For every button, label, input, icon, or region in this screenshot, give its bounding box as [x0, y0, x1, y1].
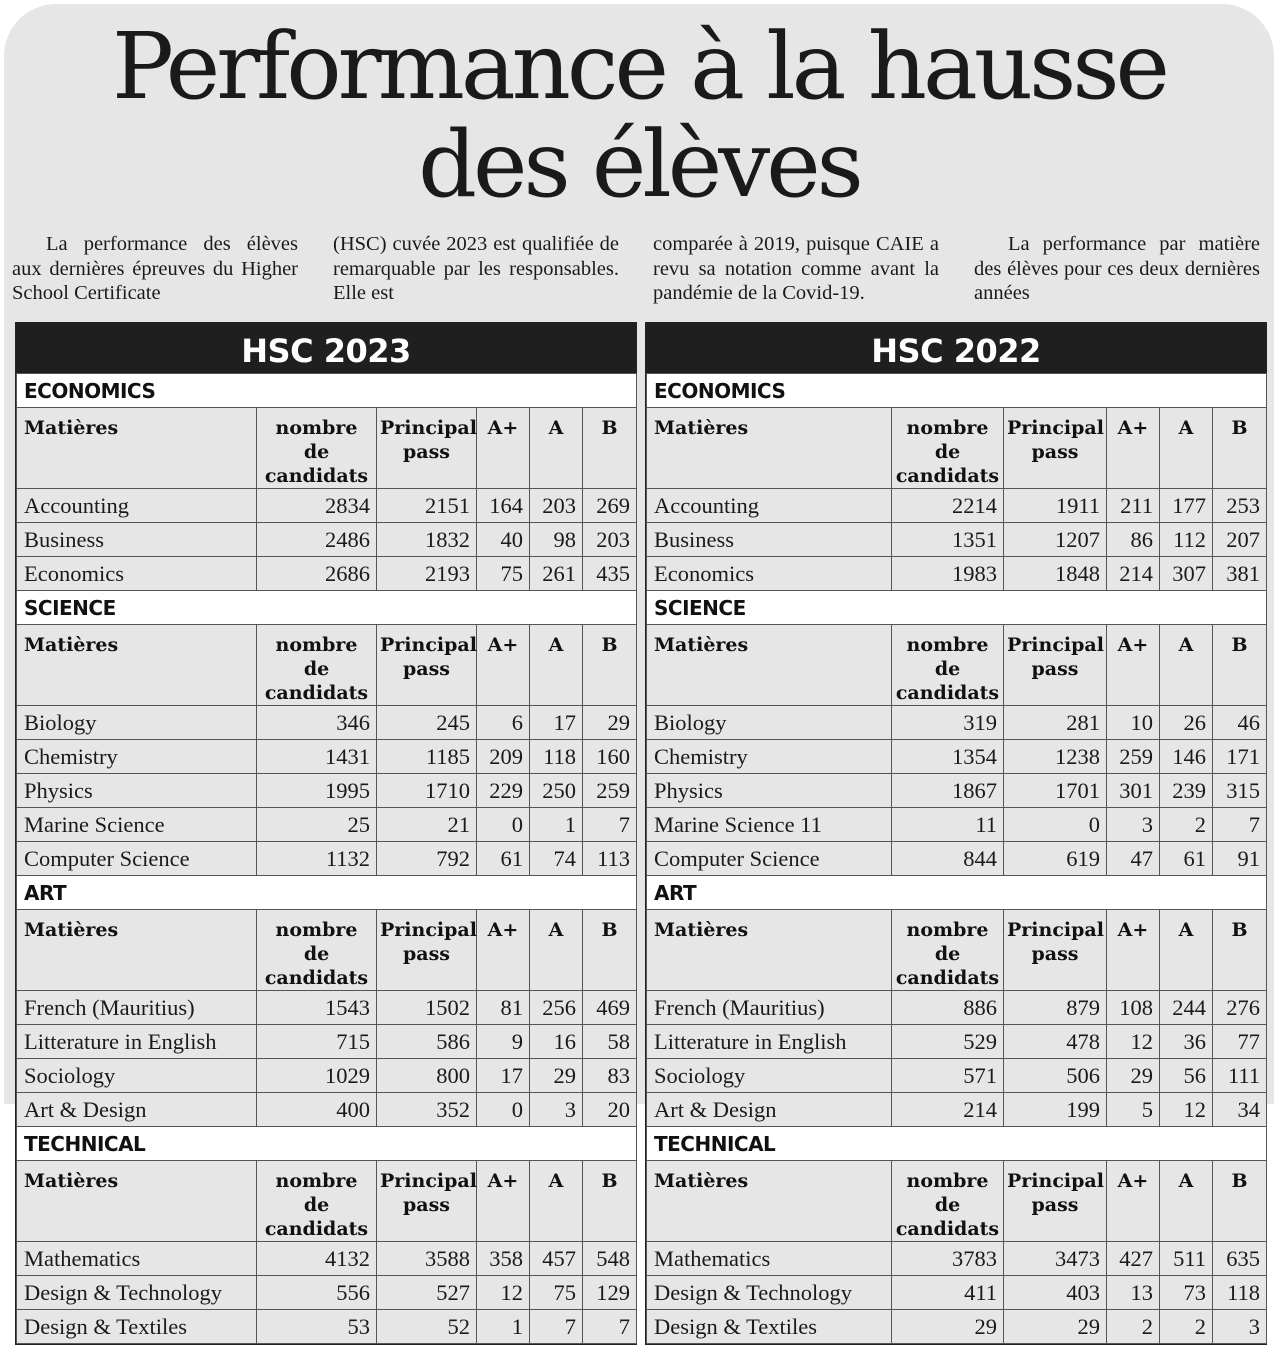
- value-cell-candidates: 53: [257, 1310, 377, 1344]
- value-cell-b: 7: [583, 1310, 637, 1344]
- column-header-row: [17, 408, 637, 489]
- headline: [4, 13, 1274, 218]
- value-cell-a: 239: [1160, 774, 1213, 808]
- column-header-a: A: [530, 625, 583, 706]
- table-row: [647, 1093, 1267, 1127]
- column-header-subject: Matières: [647, 625, 892, 706]
- value-cell-b: 113: [583, 842, 637, 876]
- value-cell-b: 20: [583, 1093, 637, 1127]
- value-cell-a: 244: [1160, 991, 1213, 1025]
- headline-line-1: Performance à la hausse: [111, 13, 1166, 120]
- table-row: [647, 774, 1267, 808]
- value-cell-principal: 1848: [1004, 557, 1107, 591]
- column-header-principal: Principal pass: [377, 625, 477, 706]
- value-cell-aplus: 301: [1107, 774, 1160, 808]
- column-header-subject: Matières: [17, 408, 257, 489]
- value-cell-aplus: 61: [477, 842, 530, 876]
- column-header-row: [647, 1161, 1267, 1242]
- subject-cell: Art & Design: [647, 1093, 892, 1127]
- section-title: TECHNICAL: [647, 1127, 1267, 1161]
- value-cell-a: 61: [1160, 842, 1213, 876]
- value-cell-candidates: 1867: [892, 774, 1004, 808]
- table-row: [17, 1276, 637, 1310]
- value-cell-aplus: 5: [1107, 1093, 1160, 1127]
- value-cell-b: 381: [1213, 557, 1267, 591]
- value-cell-aplus: 358: [477, 1242, 530, 1276]
- value-cell-b: 91: [1213, 842, 1267, 876]
- intro-column-3: comparée à 2019, puisque CAIE a revu sa notation comme avant la pandémie de la Covid-19.: [653, 233, 939, 304]
- value-cell-b: 34: [1213, 1093, 1267, 1127]
- column-header-aplus: A+: [1107, 1161, 1160, 1242]
- value-cell-principal: 21: [377, 808, 477, 842]
- table-row: [17, 842, 637, 876]
- value-cell-aplus: 108: [1107, 991, 1160, 1025]
- article-card: [4, 4, 1274, 1339]
- section-header-row: [647, 374, 1267, 408]
- value-cell-principal: 1502: [377, 991, 477, 1025]
- column-header-row: [17, 910, 637, 991]
- column-header-principal: Principal pass: [377, 408, 477, 489]
- subject-cell: Design & Textiles: [17, 1310, 257, 1344]
- value-cell-candidates: 214: [892, 1093, 1004, 1127]
- value-cell-candidates: 25: [257, 808, 377, 842]
- column-header-b: B: [1213, 408, 1267, 489]
- column-header-a: A: [530, 1161, 583, 1242]
- value-cell-candidates: 886: [892, 991, 1004, 1025]
- subject-cell: Biology: [647, 706, 892, 740]
- hsc-2022-panel: [645, 322, 1267, 1345]
- subject-cell: Economics: [647, 557, 892, 591]
- value-cell-principal: 527: [377, 1276, 477, 1310]
- table-row: [647, 1242, 1267, 1276]
- section-title: SCIENCE: [17, 591, 637, 625]
- subject-cell: Design & Textiles: [647, 1310, 892, 1344]
- table-row: [647, 1025, 1267, 1059]
- value-cell-candidates: 2686: [257, 557, 377, 591]
- table-row: [647, 991, 1267, 1025]
- subject-cell: Computer Science: [17, 842, 257, 876]
- column-header-principal: Principal pass: [1004, 408, 1107, 489]
- column-header-principal: Principal pass: [377, 910, 477, 991]
- value-cell-candidates: 529: [892, 1025, 1004, 1059]
- column-header-aplus: A+: [1107, 408, 1160, 489]
- value-cell-aplus: 209: [477, 740, 530, 774]
- table-row: [647, 740, 1267, 774]
- column-header-b: B: [583, 1161, 637, 1242]
- value-cell-principal: 1710: [377, 774, 477, 808]
- table-row: [17, 706, 637, 740]
- value-cell-b: 171: [1213, 740, 1267, 774]
- column-header-candidates: nombre de candidats: [257, 408, 377, 489]
- value-cell-a: 26: [1160, 706, 1213, 740]
- value-cell-aplus: 164: [477, 489, 530, 523]
- value-cell-candidates: 1029: [257, 1059, 377, 1093]
- value-cell-candidates: 571: [892, 1059, 1004, 1093]
- value-cell-principal: 29: [1004, 1310, 1107, 1344]
- subject-cell: Business: [17, 523, 257, 557]
- subject-cell: Sociology: [647, 1059, 892, 1093]
- value-cell-a: 17: [530, 706, 583, 740]
- column-header-principal: Principal pass: [1004, 1161, 1107, 1242]
- column-header-row: [647, 625, 1267, 706]
- value-cell-a: 2: [1160, 808, 1213, 842]
- value-cell-candidates: 2834: [257, 489, 377, 523]
- value-cell-b: 259: [583, 774, 637, 808]
- value-cell-b: 203: [583, 523, 637, 557]
- value-cell-principal: 586: [377, 1025, 477, 1059]
- column-header-principal: Principal pass: [1004, 910, 1107, 991]
- value-cell-b: 118: [1213, 1276, 1267, 1310]
- subject-cell: Art & Design: [17, 1093, 257, 1127]
- table-row: [17, 523, 637, 557]
- value-cell-principal: 0: [1004, 808, 1107, 842]
- column-header-principal: Principal pass: [377, 1161, 477, 1242]
- section-title: SCIENCE: [647, 591, 1267, 625]
- value-cell-aplus: 211: [1107, 489, 1160, 523]
- value-cell-principal: 245: [377, 706, 477, 740]
- value-cell-principal: 403: [1004, 1276, 1107, 1310]
- value-cell-principal: 1238: [1004, 740, 1107, 774]
- column-header-subject: Matières: [17, 625, 257, 706]
- value-cell-a: 98: [530, 523, 583, 557]
- column-header-b: B: [583, 910, 637, 991]
- column-header-subject: Matières: [17, 1161, 257, 1242]
- table-row: [647, 557, 1267, 591]
- value-cell-aplus: 6: [477, 706, 530, 740]
- value-cell-aplus: 86: [1107, 523, 1160, 557]
- value-cell-candidates: 1354: [892, 740, 1004, 774]
- subject-cell: Mathematics: [647, 1242, 892, 1276]
- value-cell-aplus: 40: [477, 523, 530, 557]
- column-header-candidates: nombre de candidats: [257, 625, 377, 706]
- column-header-row: [17, 625, 637, 706]
- value-cell-aplus: 2: [1107, 1310, 1160, 1344]
- value-cell-b: 315: [1213, 774, 1267, 808]
- table-row: [17, 1025, 637, 1059]
- table-row: [647, 808, 1267, 842]
- value-cell-aplus: 229: [477, 774, 530, 808]
- table-row: [647, 1310, 1267, 1344]
- section-header-row: [17, 876, 637, 910]
- value-cell-a: 1: [530, 808, 583, 842]
- subject-cell: Litterature in English: [647, 1025, 892, 1059]
- table-row: [17, 740, 637, 774]
- table-row: [647, 523, 1267, 557]
- subject-cell: Marine Science 11: [647, 808, 892, 842]
- section-title: ECONOMICS: [647, 374, 1267, 408]
- subject-cell: French (Mauritius): [647, 991, 892, 1025]
- value-cell-principal: 199: [1004, 1093, 1107, 1127]
- table-row: [17, 1242, 637, 1276]
- intro-column-4: La performance par matière des élèves pour ces deux dernières années: [974, 233, 1260, 304]
- value-cell-principal: 478: [1004, 1025, 1107, 1059]
- results-table: [16, 373, 637, 1344]
- subject-cell: Design & Technology: [17, 1276, 257, 1310]
- value-cell-aplus: 0: [477, 808, 530, 842]
- value-cell-b: 58: [583, 1025, 637, 1059]
- value-cell-aplus: 214: [1107, 557, 1160, 591]
- value-cell-a: 3: [530, 1093, 583, 1127]
- value-cell-candidates: 1351: [892, 523, 1004, 557]
- column-header-a: A: [530, 910, 583, 991]
- value-cell-a: 177: [1160, 489, 1213, 523]
- section-header-row: [17, 591, 637, 625]
- column-header-a: A: [1160, 1161, 1213, 1242]
- value-cell-candidates: 1431: [257, 740, 377, 774]
- column-header-aplus: A+: [477, 408, 530, 489]
- column-header-candidates: nombre de candidats: [892, 910, 1004, 991]
- value-cell-a: 511: [1160, 1242, 1213, 1276]
- value-cell-aplus: 0: [477, 1093, 530, 1127]
- value-cell-candidates: 1132: [257, 842, 377, 876]
- subject-cell: Sociology: [17, 1059, 257, 1093]
- column-header-subject: Matières: [647, 408, 892, 489]
- intro-column-1: La performance des élèves aux dernières épreuves du Higher School Certificate: [12, 233, 298, 304]
- table-row: [17, 1059, 637, 1093]
- value-cell-principal: 1832: [377, 523, 477, 557]
- results-table: [646, 373, 1267, 1344]
- value-cell-candidates: 1983: [892, 557, 1004, 591]
- value-cell-b: 7: [1213, 808, 1267, 842]
- value-cell-b: 77: [1213, 1025, 1267, 1059]
- subject-cell: Business: [647, 523, 892, 557]
- value-cell-aplus: 75: [477, 557, 530, 591]
- column-header-candidates: nombre de candidats: [892, 408, 1004, 489]
- value-cell-principal: 1185: [377, 740, 477, 774]
- value-cell-b: 160: [583, 740, 637, 774]
- value-cell-principal: 281: [1004, 706, 1107, 740]
- value-cell-candidates: 844: [892, 842, 1004, 876]
- value-cell-candidates: 29: [892, 1310, 1004, 1344]
- column-header-aplus: A+: [477, 910, 530, 991]
- table-row: [17, 991, 637, 1025]
- subject-cell: Chemistry: [17, 740, 257, 774]
- value-cell-aplus: 13: [1107, 1276, 1160, 1310]
- value-cell-principal: 879: [1004, 991, 1107, 1025]
- value-cell-b: 29: [583, 706, 637, 740]
- table-row: [17, 808, 637, 842]
- value-cell-b: 83: [583, 1059, 637, 1093]
- value-cell-principal: 2193: [377, 557, 477, 591]
- value-cell-a: 256: [530, 991, 583, 1025]
- value-cell-aplus: 12: [477, 1276, 530, 1310]
- value-cell-b: 435: [583, 557, 637, 591]
- value-cell-a: 118: [530, 740, 583, 774]
- value-cell-a: 74: [530, 842, 583, 876]
- value-cell-b: 111: [1213, 1059, 1267, 1093]
- value-cell-b: 46: [1213, 706, 1267, 740]
- subject-cell: Litterature in English: [17, 1025, 257, 1059]
- section-title: ART: [647, 876, 1267, 910]
- column-header-a: A: [1160, 910, 1213, 991]
- table-row: [17, 557, 637, 591]
- column-header-a: A: [1160, 625, 1213, 706]
- value-cell-a: 307: [1160, 557, 1213, 591]
- value-cell-aplus: 47: [1107, 842, 1160, 876]
- value-cell-candidates: 2214: [892, 489, 1004, 523]
- value-cell-candidates: 1543: [257, 991, 377, 1025]
- value-cell-b: 129: [583, 1276, 637, 1310]
- section-header-row: [647, 591, 1267, 625]
- column-header-b: B: [1213, 1161, 1267, 1242]
- value-cell-principal: 619: [1004, 842, 1107, 876]
- column-header-row: [647, 408, 1267, 489]
- value-cell-a: 457: [530, 1242, 583, 1276]
- value-cell-aplus: 29: [1107, 1059, 1160, 1093]
- value-cell-candidates: 4132: [257, 1242, 377, 1276]
- column-header-b: B: [583, 625, 637, 706]
- value-cell-candidates: 400: [257, 1093, 377, 1127]
- value-cell-candidates: 319: [892, 706, 1004, 740]
- subject-cell: Computer Science: [647, 842, 892, 876]
- value-cell-principal: 3588: [377, 1242, 477, 1276]
- value-cell-a: 146: [1160, 740, 1213, 774]
- value-cell-aplus: 427: [1107, 1242, 1160, 1276]
- table-row: [17, 1093, 637, 1127]
- table-row: [17, 489, 637, 523]
- column-header-aplus: A+: [1107, 625, 1160, 706]
- subject-cell: Design & Technology: [647, 1276, 892, 1310]
- subject-cell: Accounting: [17, 489, 257, 523]
- value-cell-principal: 1701: [1004, 774, 1107, 808]
- value-cell-principal: 1207: [1004, 523, 1107, 557]
- value-cell-aplus: 12: [1107, 1025, 1160, 1059]
- column-header-candidates: nombre de candidats: [257, 1161, 377, 1242]
- value-cell-a: 36: [1160, 1025, 1213, 1059]
- column-header-b: B: [583, 408, 637, 489]
- value-cell-principal: 352: [377, 1093, 477, 1127]
- table-row: [647, 706, 1267, 740]
- column-header-subject: Matières: [17, 910, 257, 991]
- value-cell-b: 276: [1213, 991, 1267, 1025]
- column-header-a: A: [530, 408, 583, 489]
- table-row: [17, 774, 637, 808]
- column-header-a: A: [1160, 408, 1213, 489]
- value-cell-a: 112: [1160, 523, 1213, 557]
- table-row: [647, 1276, 1267, 1310]
- column-header-candidates: nombre de candidats: [892, 625, 1004, 706]
- value-cell-principal: 52: [377, 1310, 477, 1344]
- value-cell-b: 548: [583, 1242, 637, 1276]
- section-title: ECONOMICS: [17, 374, 637, 408]
- value-cell-candidates: 411: [892, 1276, 1004, 1310]
- section-title: ART: [17, 876, 637, 910]
- column-header-candidates: nombre de candidats: [257, 910, 377, 991]
- intro-column-2: (HSC) cuvée 2023 est qualifiée de remarquable par les responsables. Elle est: [333, 233, 619, 304]
- value-cell-candidates: 715: [257, 1025, 377, 1059]
- value-cell-aplus: 259: [1107, 740, 1160, 774]
- column-header-principal: Principal pass: [1004, 625, 1107, 706]
- subject-cell: Accounting: [647, 489, 892, 523]
- value-cell-a: 203: [530, 489, 583, 523]
- section-header-row: [17, 374, 637, 408]
- column-header-candidates: nombre de candidats: [892, 1161, 1004, 1242]
- value-cell-principal: 506: [1004, 1059, 1107, 1093]
- table-row: [647, 842, 1267, 876]
- value-cell-b: 269: [583, 489, 637, 523]
- value-cell-b: 635: [1213, 1242, 1267, 1276]
- value-cell-a: 75: [530, 1276, 583, 1310]
- value-cell-a: 7: [530, 1310, 583, 1344]
- headline-line-2: des élèves: [418, 111, 860, 218]
- value-cell-a: 250: [530, 774, 583, 808]
- column-header-row: [647, 910, 1267, 991]
- value-cell-candidates: 1995: [257, 774, 377, 808]
- section-header-row: [17, 1127, 637, 1161]
- value-cell-aplus: 81: [477, 991, 530, 1025]
- table-row: [17, 1310, 637, 1344]
- value-cell-principal: 2151: [377, 489, 477, 523]
- value-cell-b: 469: [583, 991, 637, 1025]
- subject-cell: Physics: [647, 774, 892, 808]
- value-cell-principal: 792: [377, 842, 477, 876]
- subject-cell: Economics: [17, 557, 257, 591]
- value-cell-candidates: 556: [257, 1276, 377, 1310]
- value-cell-candidates: 346: [257, 706, 377, 740]
- value-cell-b: 207: [1213, 523, 1267, 557]
- column-header-b: B: [1213, 910, 1267, 991]
- value-cell-a: 56: [1160, 1059, 1213, 1093]
- value-cell-b: 253: [1213, 489, 1267, 523]
- column-header-b: B: [1213, 625, 1267, 706]
- section-header-row: [647, 1127, 1267, 1161]
- column-header-aplus: A+: [477, 1161, 530, 1242]
- table-title: HSC 2022: [646, 323, 1266, 373]
- value-cell-a: 261: [530, 557, 583, 591]
- value-cell-a: 29: [530, 1059, 583, 1093]
- value-cell-a: 12: [1160, 1093, 1213, 1127]
- value-cell-principal: 3473: [1004, 1242, 1107, 1276]
- value-cell-a: 73: [1160, 1276, 1213, 1310]
- value-cell-aplus: 1: [477, 1310, 530, 1344]
- column-header-subject: Matières: [647, 910, 892, 991]
- value-cell-b: 3: [1213, 1310, 1267, 1344]
- table-title: HSC 2023: [16, 323, 636, 373]
- value-cell-aplus: 3: [1107, 808, 1160, 842]
- subject-cell: French (Mauritius): [17, 991, 257, 1025]
- value-cell-candidates: 11: [892, 808, 1004, 842]
- subject-cell: Physics: [17, 774, 257, 808]
- subject-cell: Biology: [17, 706, 257, 740]
- value-cell-a: 2: [1160, 1310, 1213, 1344]
- subject-cell: Marine Science: [17, 808, 257, 842]
- column-header-subject: Matières: [647, 1161, 892, 1242]
- column-header-aplus: A+: [477, 625, 530, 706]
- subject-cell: Chemistry: [647, 740, 892, 774]
- table-row: [647, 1059, 1267, 1093]
- value-cell-a: 16: [530, 1025, 583, 1059]
- value-cell-b: 7: [583, 808, 637, 842]
- column-header-aplus: A+: [1107, 910, 1160, 991]
- hsc-2023-panel: [15, 322, 637, 1345]
- value-cell-principal: 1911: [1004, 489, 1107, 523]
- value-cell-candidates: 2486: [257, 523, 377, 557]
- value-cell-candidates: 3783: [892, 1242, 1004, 1276]
- value-cell-aplus: 17: [477, 1059, 530, 1093]
- value-cell-aplus: 10: [1107, 706, 1160, 740]
- value-cell-aplus: 9: [477, 1025, 530, 1059]
- column-header-row: [17, 1161, 637, 1242]
- section-title: TECHNICAL: [17, 1127, 637, 1161]
- section-header-row: [647, 876, 1267, 910]
- subject-cell: Mathematics: [17, 1242, 257, 1276]
- table-row: [647, 489, 1267, 523]
- value-cell-principal: 800: [377, 1059, 477, 1093]
